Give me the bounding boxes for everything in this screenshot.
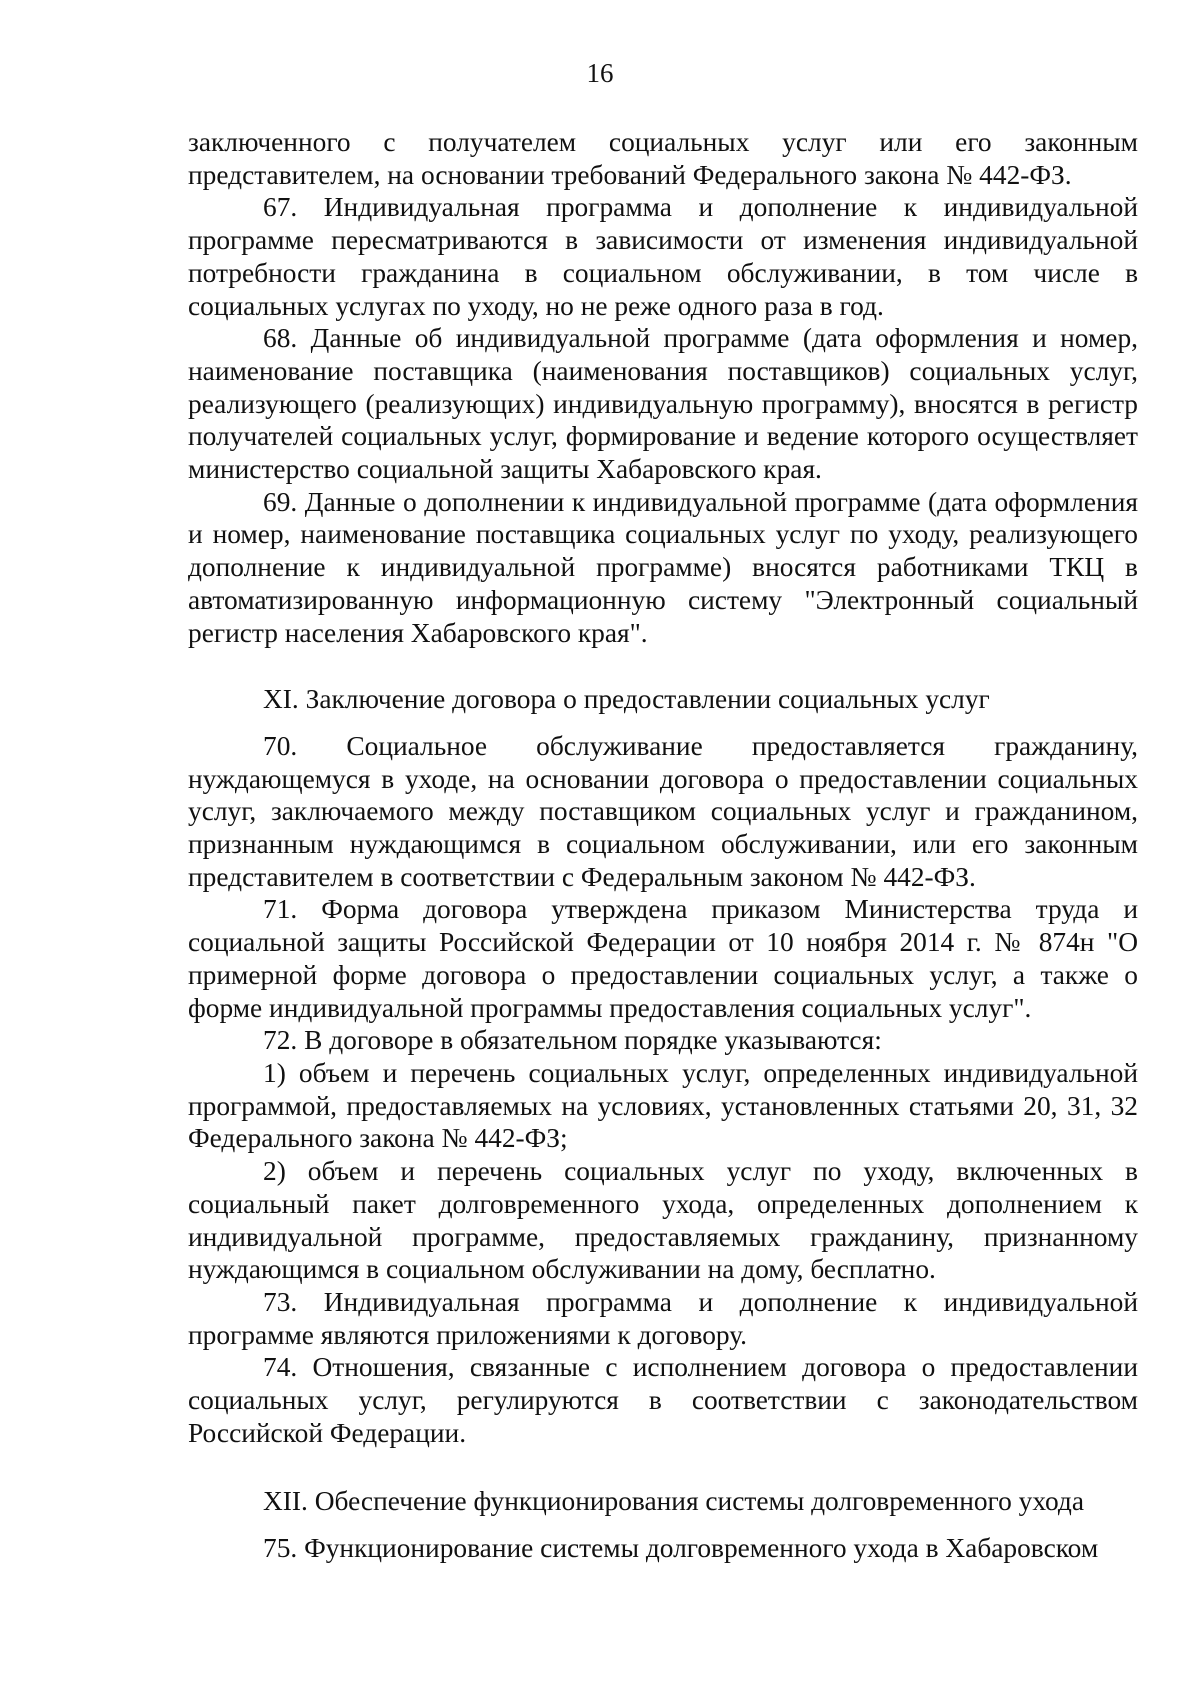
paragraph-73: 73. Индивидуальная программа и дополнение к индивидуальной программе являются приложениями к договору. [188, 1286, 1138, 1350]
section-heading-xii: XII. Обеспечение функционирования системы долговременного ухода [263, 1486, 1084, 1517]
document-body [188, 126, 1138, 1565]
list-item-72-1: 1) объем и перечень социальных услуг, определенных индивидуальной программой, предоставляемых на условиях, установленных статьями 20, 31, 32 Федерального закона № 442-ФЗ; [188, 1057, 1138, 1154]
page-number: 16 [586, 58, 614, 88]
paragraph-67: 67. Индивидуальная программа и дополнение к индивидуальной программе пересматриваются в зависимости от изменения индивидуальной потребности гражданина в социальном обслуживании, в том числе в социальных услугах по уходу, но не реже одного раза в год. [188, 192, 1138, 321]
list-item-72-2: 2) объем и перечень социальных услуг по уходу, включенных в социальный пакет долговременного ухода, определенных дополнением к индивидуальной программе, предоставляемых гражданину, признанному нуждающимся в социальном обслуживании на дому, бесплатно. [188, 1156, 1138, 1285]
paragraph-72: 72. В договоре в обязательном порядке указываются: [263, 1025, 882, 1056]
paragraph-70: 70. Социальное обслуживание предоставляется гражданину, нуждающемуся в уходе, на основании договора о предоставлении социальных услуг, заключаемого между поставщиком социальных услуг и гражданином, признанным нуждающимся в социальном обслуживании, или его законным представителем в соответствии с Федеральным законом № 442-ФЗ. [188, 730, 1138, 892]
paragraph-continuation: заключенного с получателем социальных услуг или его законным представителем, на основании требований Федерального закона № 442-ФЗ. [188, 127, 1138, 190]
paragraph-69: 69. Данные о дополнении к индивидуальной программе (дата оформления и номер, наименование поставщика социальных услуг по уходу, реализующего дополнение к индивидуальной программе) вносятся работниками ТКЦ в автоматизированную информационную систему "Электронный социальный регистр населения Хабаровского края". [188, 486, 1138, 648]
paragraph-68: 68. Данные об индивидуальной программе (дата оформления и номер, наименование поставщика (наименования поставщиков) социальных услуг, реализующего (реализующих) индивидуальную программу), вносятся в регистр получателей социальных услуг, формирование и ведение которого осуществляет министерство социальной защиты Хабаровского края. [188, 323, 1138, 485]
section-heading-xi: XI. Заключение договора о предоставлении социальных услуг [263, 684, 990, 715]
paragraph-74: 74. Отношения, связанные с исполнением договора о предоставлении социальных услуг, регулируются в соответствии с законодательством Российской Федерации. [188, 1352, 1138, 1448]
paragraph-75: 75. Функционирование системы долговременного ухода в Хабаровском [263, 1533, 1099, 1564]
paragraph-71: 71. Форма договора утверждена приказом Министерства труда и социальной защиты Российской Федерации от 10 ноября 2014 г. № 874н "О примерной форме договора о предоставлении социальных услуг, а также о форме индивидуальной программы предоставления социальных услуг". [188, 894, 1138, 1023]
